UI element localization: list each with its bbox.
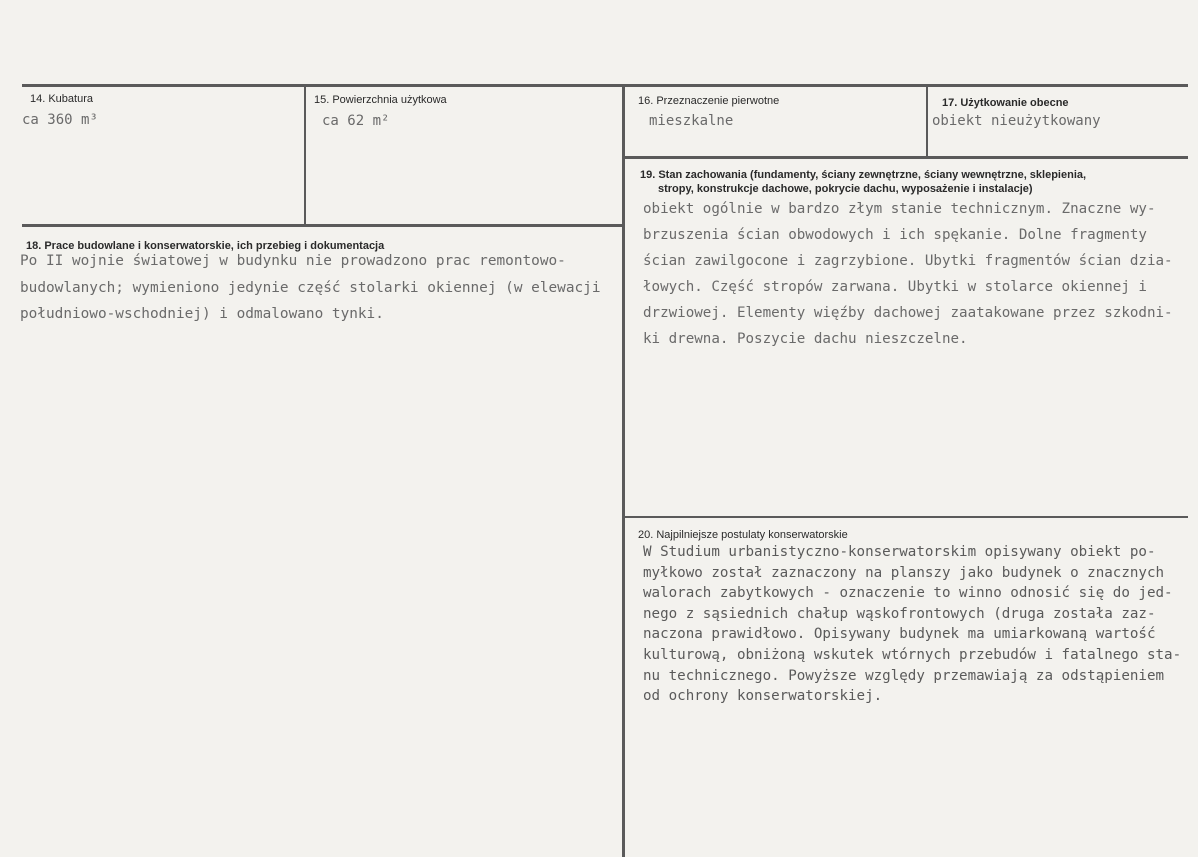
rule-below-19 bbox=[624, 516, 1188, 518]
divider-14-15 bbox=[304, 86, 306, 226]
stan-line: obiekt ogólnie w bardzo złym stanie technicznym. Znaczne wy- bbox=[643, 201, 1156, 217]
postulaty-line: nu technicznego. Powyższe względy przemawiają za odstąpieniem bbox=[643, 667, 1165, 684]
prace-line: budowlanych; wymieniono jedynie część stolarki okiennej (w elewacji bbox=[20, 279, 601, 296]
postulaty-line: myłkowo został zaznaczony na planszy jako budynek o znacznych bbox=[643, 564, 1165, 581]
powierzchnia-label: 15. Powierzchnia użytkowa bbox=[314, 94, 447, 106]
uzytkowanie-value: obiekt nieużytkowany bbox=[932, 113, 1101, 129]
przeznaczenie-label: 16. Przeznaczenie pierwotne bbox=[638, 95, 780, 107]
rule-below-14-15 bbox=[22, 224, 624, 227]
postulaty-line: walorach zabytkowych - oznaczenie to winno odnosić się do jed- bbox=[643, 585, 1173, 602]
uzytkowanie-label: 17. Użytkowanie obecne bbox=[942, 97, 1069, 109]
divider-16-17 bbox=[926, 86, 928, 156]
center-divider bbox=[622, 86, 625, 857]
postulaty-line: nego z sąsiednich chałup wąskofrontowych (druga została zaz- bbox=[643, 605, 1156, 622]
stan-line: drzwiowej. Elementy więźby dachowej zaatakowane przez szkodni- bbox=[643, 305, 1173, 321]
stan-line: ścian zawilgocone i zagrzybione. Ubytki fragmentów ścian dzia- bbox=[643, 253, 1173, 269]
stan-line: brzuszenia ścian obwodowych i ich spękanie. Dolne fragmenty bbox=[643, 227, 1147, 243]
rule-below-16-17 bbox=[624, 156, 1188, 159]
kubatura-value: ca 360 m³ bbox=[22, 112, 98, 128]
postulaty-line: naczona prawidłowo. Opisywany budynek ma umiarkowaną wartość bbox=[643, 626, 1156, 643]
prace-text bbox=[20, 248, 616, 328]
prace-line: południowo-wschodniej) i odmalowano tynki. bbox=[20, 306, 384, 322]
prace-line: Po II wojnie światowej w budynku nie prowadzono prac remontowo- bbox=[20, 253, 566, 269]
stan-text bbox=[643, 196, 1188, 352]
przeznaczenie-value: mieszkalne bbox=[649, 113, 734, 129]
postulaty-label: 20. Najpilniejsze postulaty konserwatorskie bbox=[638, 529, 848, 541]
top-rule bbox=[22, 84, 1188, 87]
postulaty-line: kulturową, obniżoną wskutek wtórnych przebudów i fatalnego sta- bbox=[643, 646, 1182, 663]
postulaty-text bbox=[643, 542, 1188, 707]
kubatura-label: 14. Kubatura bbox=[30, 93, 93, 105]
stan-line: ki drewna. Poszycie dachu nieszczelne. bbox=[643, 331, 968, 347]
prace-label: 18. Prace budowlane i konserwatorskie, ich przebieg i dokumentacja bbox=[26, 240, 385, 252]
postulaty-line: od ochrony konserwatorskiej. bbox=[643, 688, 883, 705]
stan-line: łowych. Część stropów zarwana. Ubytki w stolarce okiennej i bbox=[643, 279, 1147, 295]
postulaty-line: W Studium urbanistyczno-konserwatorskim opisywany obiekt po- bbox=[643, 544, 1156, 560]
powierzchnia-value: ca 62 m² bbox=[322, 113, 390, 129]
stan-label-line-1: 19. Stan zachowania (fundamenty, ściany zewnętrzne, ściany wewnętrzne, sklepienia, bbox=[640, 169, 1087, 181]
stan-label-line-2: stropy, konstrukcje dachowe, pokrycie dachu, wyposażenie i instalacje) bbox=[658, 183, 1033, 195]
